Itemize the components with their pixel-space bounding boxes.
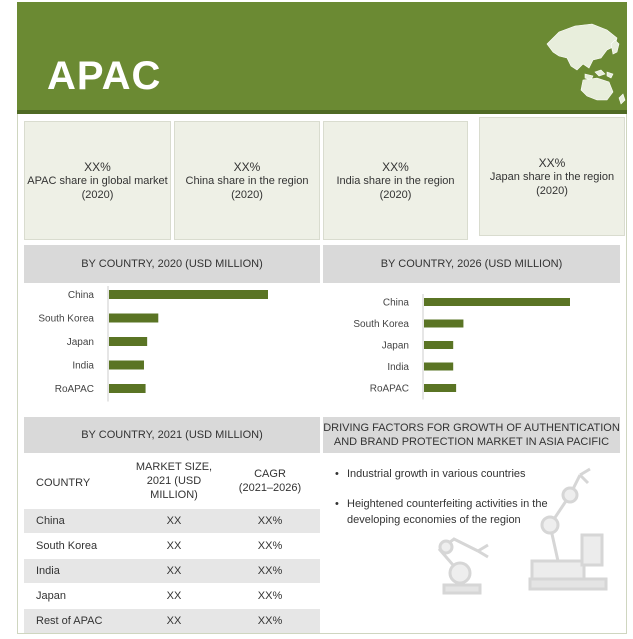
list-item-text: developing economies of the region	[347, 514, 521, 526]
cell-country: India	[36, 565, 60, 577]
bar	[109, 361, 144, 370]
cell-cagr: XX%	[257, 540, 283, 552]
cell-cagr: XX%	[257, 615, 283, 627]
stat-value: XX%	[233, 159, 261, 174]
cell-market-size: XX	[166, 515, 182, 527]
tick-label: South Korea	[38, 313, 94, 325]
page-title: APAC	[47, 54, 162, 98]
stat-japan-share	[479, 117, 625, 236]
list-item-text: Heightened counterfeiting activities in the	[347, 498, 548, 510]
stat-value: XX%	[538, 155, 566, 170]
title-banner	[17, 2, 627, 114]
tick-label: RoAPAC	[54, 384, 94, 395]
tick-label: China	[67, 290, 94, 301]
cell-market-size: XX	[166, 565, 182, 577]
bar	[109, 314, 158, 323]
table-row	[24, 534, 320, 558]
table-row	[24, 559, 320, 583]
list-item	[335, 496, 605, 528]
cell-market-size: XX	[166, 590, 182, 602]
bar	[424, 298, 570, 306]
stat-year: (2020)	[81, 188, 114, 201]
cell-cagr: XX%	[257, 590, 283, 602]
table-row	[24, 609, 320, 633]
col-header-cagr-line: CAGR	[254, 468, 286, 480]
cell-country: Rest of APAC	[36, 615, 103, 627]
chart-2026-title: BY COUNTRY, 2026 (USD MILLION)	[323, 245, 620, 283]
cell-market-size: XX	[166, 540, 182, 552]
cell-cagr: XX%	[257, 565, 283, 577]
chart-2020-title: BY COUNTRY, 2020 (USD MILLION)	[24, 245, 320, 283]
col-header-market-line: 2021 (USD	[146, 475, 202, 487]
stat-year: (2020)	[379, 188, 412, 201]
tick-label: RoAPAC	[369, 383, 409, 395]
asia-pacific-map-icon	[537, 14, 632, 106]
bar	[424, 341, 453, 349]
bar	[109, 384, 146, 393]
bullet-icon: •	[335, 498, 339, 510]
stat-india-share	[323, 121, 468, 240]
stat-value: XX%	[84, 159, 111, 174]
bar-chart-2026	[323, 290, 620, 402]
table-row	[24, 584, 320, 608]
stat-label: China share in the region	[185, 174, 309, 187]
cell-cagr: XX%	[257, 515, 283, 527]
tick-label: China	[382, 297, 409, 309]
bar	[424, 320, 463, 328]
stat-apac-share	[24, 121, 171, 240]
cell-country: South Korea	[36, 540, 98, 552]
bar-chart-2020	[24, 284, 320, 404]
bar	[109, 290, 268, 299]
bullet-icon: •	[335, 468, 339, 480]
driving-factors-title-line: AND BRAND PROTECTION MARKET IN ASIA PACIFIC	[333, 436, 610, 448]
bar	[424, 363, 453, 371]
stat-year: (2020)	[536, 184, 568, 197]
cell-country: Japan	[36, 590, 66, 602]
stat-china-share	[174, 121, 320, 240]
col-header-market-line: MARKET SIZE,	[135, 461, 213, 473]
col-header-country: COUNTRY	[36, 477, 91, 489]
stat-year: (2020)	[231, 188, 263, 201]
tick-label: India	[387, 362, 409, 373]
bar	[109, 337, 147, 346]
driving-factors-title-line: DRIVING FACTORS FOR GROWTH OF AUTHENTICATION	[323, 422, 620, 434]
list-item-text: Industrial growth in various countries	[347, 468, 526, 480]
table-row	[24, 509, 320, 533]
driving-factors-title	[323, 417, 620, 453]
stat-label: India share in the region	[336, 174, 455, 187]
stat-value: XX%	[382, 159, 409, 174]
cell-market-size: XX	[166, 615, 182, 627]
cell-country: China	[36, 515, 65, 527]
driving-factors-list	[335, 466, 605, 542]
col-header-market-size	[132, 460, 216, 502]
tick-label: Japan	[66, 337, 94, 348]
tick-label: South Korea	[353, 319, 409, 330]
stat-label: Japan share in the region	[489, 170, 615, 183]
tick-label: Japan	[381, 340, 409, 352]
col-header-cagr	[230, 467, 310, 495]
col-header-market-line: MILLION)	[150, 489, 198, 501]
col-header-cagr-line: (2021–2026)	[238, 482, 302, 494]
stat-label: APAC share in global market	[27, 174, 168, 187]
tick-label: India	[72, 360, 94, 372]
table-title: BY COUNTRY, 2021 (USD MILLION)	[24, 417, 320, 453]
list-item	[335, 466, 605, 482]
bar	[424, 384, 456, 392]
